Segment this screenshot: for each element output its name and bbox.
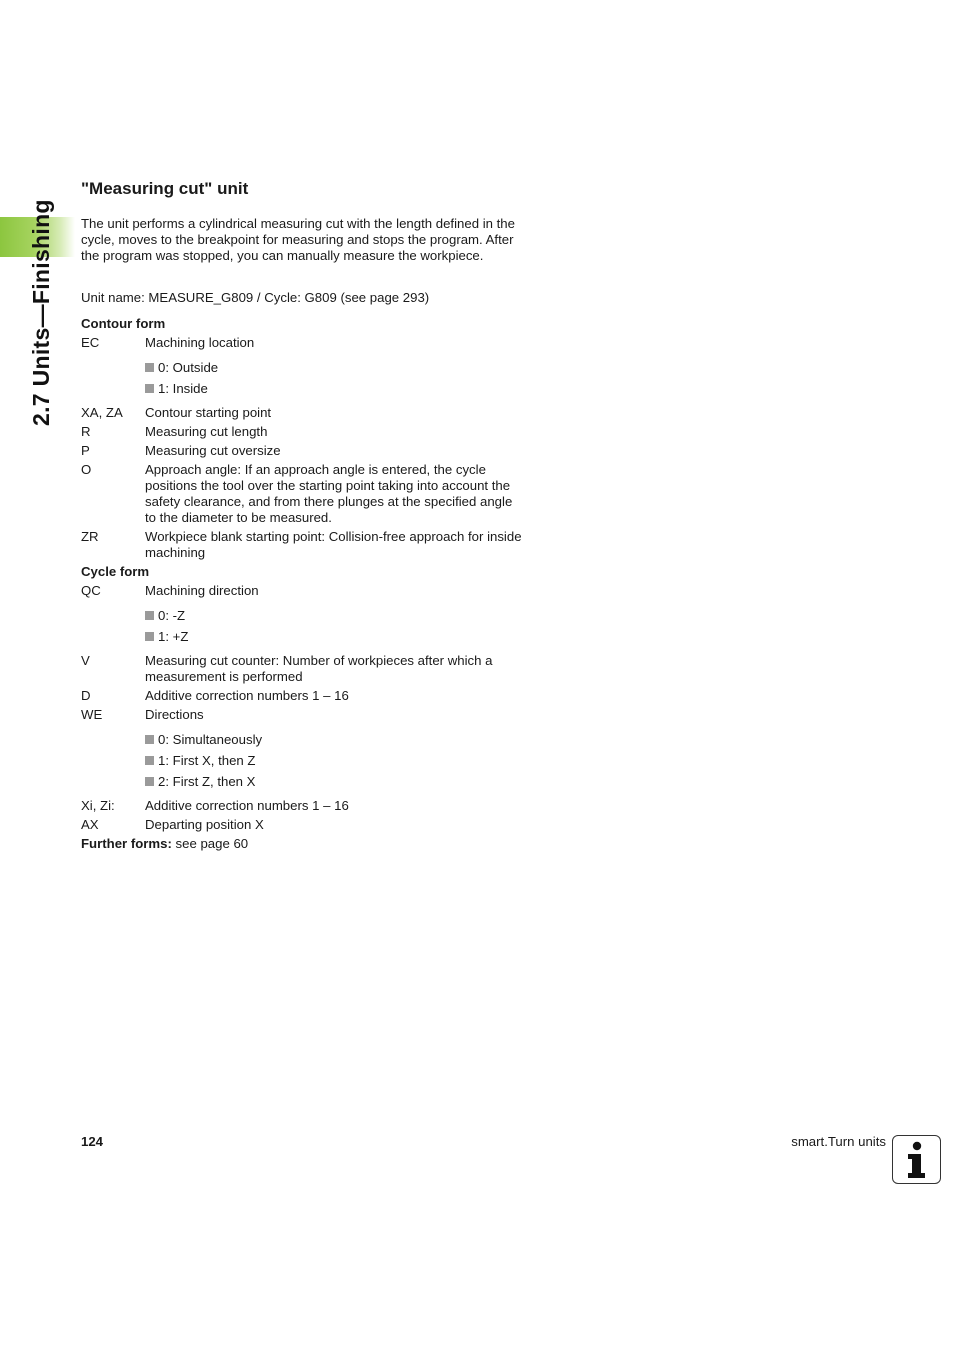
option-item: 0: Simultaneously [145,732,525,753]
bullet-square-icon [145,735,154,744]
bullet-square-icon [145,384,154,393]
param-desc: Measuring cut length [145,424,268,439]
section-heading: "Measuring cut" unit [81,179,249,198]
param-row-zr [81,529,525,564]
info-glyph [893,1136,939,1182]
param-row-r [81,424,525,443]
option-item: 1: +Z [145,629,525,650]
page-number: 124 [81,1134,104,1149]
option-item: 0: -Z [145,608,525,629]
param-desc: Measuring cut oversize [145,443,281,458]
contour-form-heading: Contour form [81,316,166,331]
intro-paragraph: The unit performs a cylindrical measuring cut with the length defined in the cycle, moves to the breakpoint for measuring and stops the program. After the program was stopped, you can manually measure the workpiece. [81,216,515,263]
param-desc: Contour starting point [145,405,272,420]
param-code: XA, ZA [81,405,123,420]
chapter-side-title: 2.7 Units—Finishing [28,199,54,426]
bullet-square-icon [145,363,154,372]
option-item: 0: Outside [145,360,525,381]
bullet-square-icon [145,777,154,786]
param-row-v [81,653,525,688]
param-row-xi-zi [81,798,525,817]
param-code: Xi, Zi: [81,798,115,813]
bullet-square-icon [145,611,154,620]
param-row-ax [81,817,525,836]
param-desc: Directions [145,707,204,722]
param-desc: Additive correction numbers 1 – 16 [145,688,349,703]
param-desc: Machining location [145,335,255,350]
option-item: 2: First Z, then X [145,774,525,795]
param-desc: Approach angle: If an approach angle is entered, the cycle positions the tool over the starting point taking into account the safety clearance, and from there plunges at the specified angle to the diameter to be measured. [145,462,513,525]
param-code: P [81,443,90,458]
we-options [81,726,525,798]
param-row-xa-za [81,405,525,424]
param-row-p [81,443,525,462]
param-row-we [81,707,525,726]
further-forms-label: Further forms: [81,836,172,851]
param-row-ec [81,335,525,354]
qc-options [81,602,525,653]
param-code: WE [81,707,103,722]
unit-name-line: Unit name: MEASURE_G809 / Cycle: G809 (see page 293) [81,290,430,305]
param-row-o [81,462,525,529]
param-desc: Workpiece blank starting point: Collision-free approach for inside machining [145,529,522,560]
bullet-square-icon [145,632,154,641]
param-desc: Departing position X [145,817,264,832]
option-item: 1: Inside [145,381,525,402]
param-desc: Measuring cut counter: Number of workpieces after which a measurement is performed [145,653,493,684]
param-code: V [81,653,90,668]
further-forms-line [81,836,525,852]
param-code: O [81,462,92,477]
bullet-square-icon [145,756,154,765]
option-item: 1: First X, then Z [145,753,525,774]
param-code: AX [81,817,99,832]
further-forms-link-text: see page 60 [171,836,249,851]
footer-chapter-title: smart.Turn units [791,1134,886,1149]
param-code: QC [81,583,101,598]
param-code: D [81,688,91,703]
info-icon [892,1135,941,1184]
parameter-list [81,316,525,852]
param-desc: Machining direction [145,583,259,598]
param-code: ZR [81,529,99,544]
cycle-form-heading: Cycle form [81,564,150,579]
param-code: R [81,424,91,439]
param-row-d [81,688,525,707]
param-code: EC [81,335,100,350]
ec-options [81,354,525,405]
param-row-qc [81,583,525,602]
param-desc: Additive correction numbers 1 – 16 [145,798,349,813]
